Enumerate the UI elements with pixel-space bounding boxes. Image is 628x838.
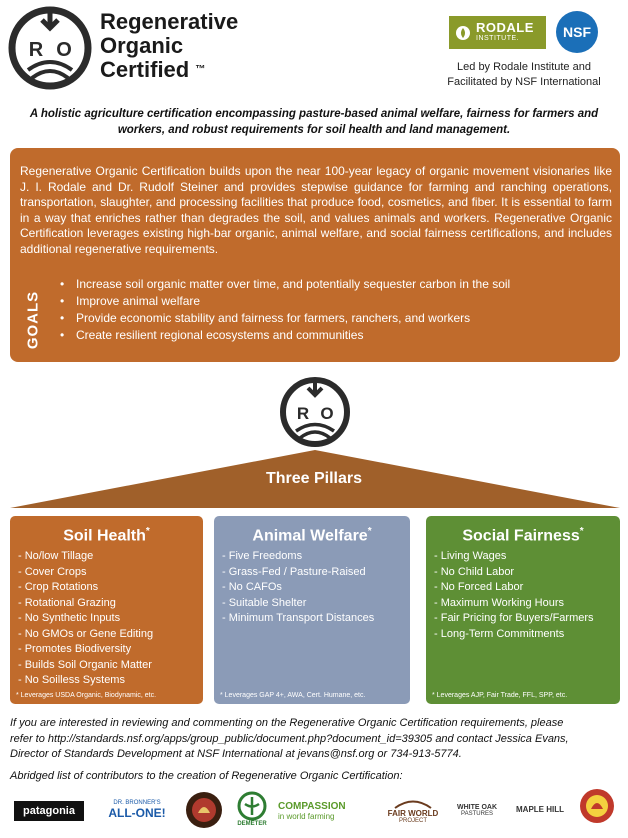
arc-icon: [393, 799, 433, 809]
pillar-items: [434, 549, 612, 642]
demeter-logo: [234, 785, 270, 833]
pillar-items: [18, 549, 195, 689]
goal-item: • Provide economic stability and fairness for farmers, ranchers, and workers: [60, 310, 615, 327]
contact-line-2: refer to http://standards.nsf.org/apps/group_public/document.php?document_id=39305 and contact Jessica Evans,: [10, 732, 569, 745]
demeter-icon: [237, 791, 267, 821]
contributor-logos: [10, 785, 620, 835]
led-by-line-1: Led by Rodale Institute and: [457, 61, 591, 73]
pillar-title: Animal Welfare*: [252, 526, 372, 545]
fairworld-line-2: PROJECT: [398, 817, 427, 824]
pillars-title: Three Pillars: [265, 470, 363, 487]
pillar-item: - Fair Pricing for Buyers/Farmers: [434, 612, 594, 625]
contact-line-1: If you are interested in reviewing and commenting on the Regenerative Organic Certification requirements, please: [10, 717, 564, 729]
contact-line-3: Director of Standards Development at NSF International at jevans@nsf.org or 734-913-5774.: [10, 748, 462, 760]
ro-logo-icon: [8, 6, 92, 90]
led-by-line-2: Facilitated by NSF International: [447, 76, 601, 88]
pillar-item: - No Forced Labor: [434, 581, 524, 594]
compassion-line-1: COMPASSION: [278, 801, 346, 812]
goals-label: [18, 290, 48, 350]
leaf-icon: [455, 25, 471, 41]
pillar-item: - Builds Soil Organic Matter: [18, 658, 152, 671]
white-oak-pastures-logo: [450, 795, 504, 825]
contributors-heading: Abridged list of contributors to the creation of Regenerative Organic Certification:: [10, 770, 403, 782]
pillar-footnote: * Leverages GAP 4+, AWA, Cert. Humane, etc.: [220, 692, 366, 699]
bronners-top: DR. BRONNER'S: [113, 800, 161, 806]
pillar-item: - Five Freedoms: [222, 550, 303, 563]
bronners-name: ALL-ONE!: [108, 806, 166, 820]
brand-name: [100, 10, 238, 82]
whiteoak-line-1: WHITE OAK: [456, 803, 498, 811]
logo-letter-r: R: [28, 39, 44, 61]
rodale-institute-logo: [449, 16, 546, 49]
brand-line-1: Regenerative: [100, 9, 239, 34]
pillar-title: Soil Health*: [63, 526, 150, 545]
rodale-name: RODALE: [476, 19, 534, 35]
pillar-footnote: * Leverages AJP, Fair Trade, FFL, SPP, etc.: [432, 692, 568, 699]
pillar-soil-health: [10, 516, 203, 704]
pillar-footnote: * Leverages USDA Organic, Biodynamic, etc.: [16, 692, 157, 699]
tagline: A holistic agriculture certification encompassing pasture-based animal welfare, fairness for farmers and workers, and robust requirements for soil health and land management.: [29, 108, 599, 136]
goals-list: [60, 276, 615, 344]
pillar-items: [222, 549, 402, 627]
pillar-item: - No GMOs or Gene Editing: [18, 627, 154, 640]
contributor-seal-icon: [578, 785, 616, 831]
pillar-item: - No/low Tillage: [18, 550, 94, 563]
contact-note: [10, 716, 620, 763]
pillar-animal-welfare: [214, 516, 410, 704]
pillar-item: - Cover Crops: [18, 565, 87, 578]
pillar-title: Social Fairness*: [462, 526, 584, 545]
pillar-item: - Grass-Fed / Pasture-Raised: [222, 565, 366, 578]
pillar-item: - No Synthetic Inputs: [18, 612, 121, 625]
pillar-item: - No Child Labor: [434, 565, 515, 578]
pillar-item: - No Soilless Systems: [18, 674, 125, 687]
center-letter-o: O: [320, 404, 334, 423]
fair-world-project-logo: [382, 793, 444, 829]
pillar-item: - Promotes Biodiversity: [18, 643, 132, 656]
pillar-item: - Living Wages: [434, 550, 507, 563]
social-justice-seal-icon: [184, 787, 224, 833]
trademark-symbol: ™: [195, 64, 206, 75]
demeter-name: DEMETER: [237, 821, 267, 827]
goals-label-text: GOALS: [24, 290, 42, 350]
logo-letter-o: O: [56, 39, 72, 61]
pillar-item: - Long-Term Commitments: [434, 627, 565, 640]
pillar-item: - No CAFOs: [222, 581, 282, 594]
ro-center-icon: [279, 376, 351, 448]
center-letter-r: R: [296, 404, 310, 423]
pillar-item: - Maximum Working Hours: [434, 596, 564, 609]
dr-bronners-logo: [96, 793, 178, 827]
pillar-item: - Crop Rotations: [18, 581, 99, 594]
brand-line-2: Organic: [100, 33, 184, 58]
pillar-item: - Suitable Shelter: [222, 596, 307, 609]
rodale-sub: INSTITUTE.: [476, 34, 520, 42]
led-by-text: [420, 60, 628, 90]
intro-paragraph: Regenerative Organic Certification builds upon the near 100-year legacy of organic movement visionaries like J. I. Rodale and Dr. Rudolf Steiner and provides stepwise guidance for farming and ranching operations, transportation, slaughter, and processing facilities that produce food, cosmetics, and fiber. It is essential to farm in a way that enriches rather than degrades the soil, and values animals and workers. Regenerative Organic Certification leverages existing high-bar organic, animal welfare, and social fairness certifications, and includes additional regenerative requirements.: [20, 164, 612, 256]
goal-item: • Improve animal welfare: [60, 293, 615, 310]
whiteoak-line-2: PASTURES: [461, 810, 493, 817]
pillar-item: - Minimum Transport Distances: [222, 612, 375, 625]
goal-item: • Increase soil organic matter over time, and potentially sequester carbon in the soil: [60, 276, 615, 293]
maple-hill-logo: MAPLE HILL: [516, 804, 564, 814]
pillar-social-fairness: [426, 516, 620, 704]
goal-item: • Create resilient regional ecosystems and communities: [60, 327, 615, 344]
nsf-logo: NSF: [556, 11, 598, 53]
compassion-line-2: in world farming: [278, 812, 335, 821]
compassion-logo: [278, 797, 374, 825]
patagonia-logo: patagonia: [14, 801, 84, 821]
fairworld-line-1: FAIR WORLD: [387, 808, 439, 818]
pillar-item: - Rotational Grazing: [18, 596, 116, 609]
brand-line-3: Certified ™: [100, 57, 206, 82]
